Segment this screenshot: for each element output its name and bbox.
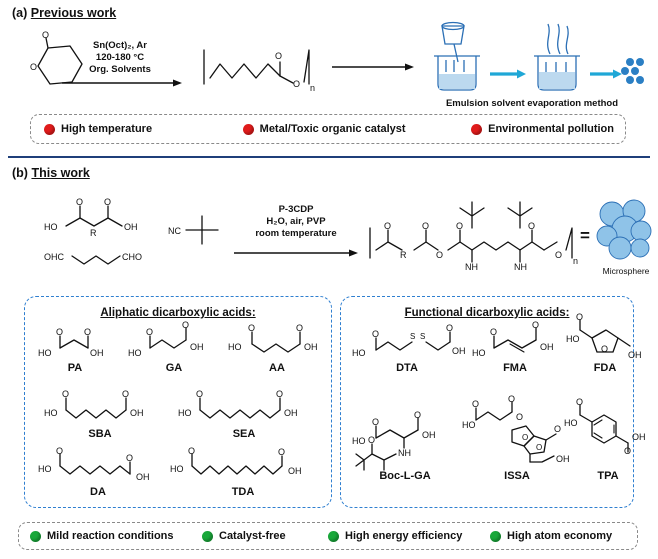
previous-conditions xyxy=(60,40,180,76)
bullet-dot-icon xyxy=(471,124,482,135)
drawback-2 xyxy=(471,123,614,135)
a-o: O xyxy=(576,397,584,407)
structure-fma xyxy=(472,320,558,360)
atom-o-p6: O xyxy=(555,250,563,260)
a-o: O xyxy=(414,410,422,420)
monomer-label-sea: SEA xyxy=(232,428,256,440)
a-ho: HO xyxy=(566,334,580,344)
atom-o-p1: O xyxy=(384,221,392,231)
a-ho: HO xyxy=(170,464,184,474)
previous-condition-0: Sn(Oct)₂, Ar xyxy=(92,40,147,51)
a-ho: HO xyxy=(178,408,192,418)
a-ho: HO xyxy=(228,342,242,352)
emulsion-caption: Emulsion solvent evaporation method xyxy=(445,98,619,109)
a-o: O xyxy=(446,323,454,333)
a-o: O xyxy=(490,327,498,337)
monomer-label-issa: ISSA xyxy=(504,470,530,482)
bullet-dot-icon xyxy=(44,124,55,135)
a-o: O xyxy=(576,312,584,322)
a-o: O xyxy=(56,327,64,337)
atom-o-2: O xyxy=(104,197,112,207)
structure-sba xyxy=(44,389,156,426)
advantage-1 xyxy=(202,530,328,542)
monomer-label-aa: AA xyxy=(269,362,285,374)
a-ho: HO xyxy=(128,348,142,358)
atom-nh-p2: NH xyxy=(514,262,527,272)
a-oh: OH xyxy=(304,342,318,352)
atom-ohc: OHC xyxy=(44,252,64,262)
atom-nh-p1: NH xyxy=(465,262,478,272)
structure-pa xyxy=(36,326,114,360)
bullet-dot-icon xyxy=(243,124,254,135)
monomer-label-pa: PA xyxy=(67,362,83,374)
a-o: O xyxy=(624,446,632,456)
pcl-polymer-structure xyxy=(196,44,326,94)
thiswork-condition-0: P-3CDP xyxy=(278,204,314,215)
reaction-arrow-3 xyxy=(232,248,360,260)
a-ho: HO xyxy=(38,348,52,358)
a-o: O xyxy=(196,389,204,399)
a-o: O xyxy=(472,399,480,409)
a-oh: OH xyxy=(90,348,104,358)
a-ho: HO xyxy=(462,420,476,430)
a-o: O xyxy=(188,446,196,456)
atom-r-group: R xyxy=(90,228,97,238)
microsphere-illustration xyxy=(598,200,654,262)
bullet-dot-icon xyxy=(328,531,339,542)
bullet-dot-icon xyxy=(490,531,501,542)
a-o: O xyxy=(62,389,70,399)
a-o: O xyxy=(276,389,284,399)
advantage-label-0: Mild reaction conditions xyxy=(47,530,174,542)
drawback-label-0: High temperature xyxy=(61,123,153,135)
atom-o-ring: O xyxy=(30,62,38,72)
structure-sea xyxy=(178,389,310,426)
monomer-label-boc-l-ga: Boc-L-GA xyxy=(379,470,431,482)
atom-ho-left: HO xyxy=(44,222,58,232)
a-ho: HO xyxy=(38,464,52,474)
structure-ga xyxy=(128,320,220,360)
atom-o-carbonyl: O xyxy=(42,30,50,40)
a-oh: OH xyxy=(452,346,466,356)
a-oh: OH xyxy=(288,466,302,476)
a-oh: OH xyxy=(632,432,646,442)
structure-fda xyxy=(566,312,644,360)
reaction-arrow-2 xyxy=(330,62,416,74)
atom-o-1: O xyxy=(76,197,84,207)
a-ho: HO xyxy=(564,418,578,428)
drawback-1 xyxy=(243,123,471,135)
advantage-3 xyxy=(490,530,612,542)
atom-o-ester-pcl: O xyxy=(293,79,301,89)
a-oh: OH xyxy=(540,342,554,352)
drawback-label-1: Metal/Toxic organic catalyst xyxy=(259,123,406,135)
thiswork-conditions xyxy=(236,204,356,240)
a-ho: HO xyxy=(352,436,366,446)
functional-group-title: Functional dicarboxylic acids: xyxy=(404,307,570,319)
advantage-label-2: High energy efficiency xyxy=(345,530,463,542)
atom-o-double-pcl: O xyxy=(275,51,283,61)
a-o: O xyxy=(372,417,380,427)
section-divider xyxy=(8,156,650,158)
structure-issa xyxy=(462,394,572,466)
a-o: O xyxy=(84,327,92,337)
isocyanide-reactant xyxy=(168,208,230,248)
atom-r-p: R xyxy=(400,250,407,260)
a-o: O xyxy=(122,389,130,399)
a-ho: HO xyxy=(472,348,486,358)
a-o: O xyxy=(516,412,524,422)
atom-o-p3: O xyxy=(436,250,444,260)
bullet-dot-icon xyxy=(30,531,41,542)
monomer-label-da: DA xyxy=(90,486,106,498)
reaction-arrow-1 xyxy=(60,78,184,90)
a-s: S xyxy=(410,332,416,341)
a-o: O xyxy=(601,344,609,354)
a-o: O xyxy=(536,443,543,452)
atom-n-sub-pcl: n xyxy=(310,83,316,93)
a-oh: OH xyxy=(130,408,144,418)
a-oh: OH xyxy=(284,408,298,418)
atom-nc: NC xyxy=(168,226,181,236)
structure-aa xyxy=(228,323,326,360)
a-s: S xyxy=(420,332,426,341)
section-a-heading: Previous work xyxy=(30,6,117,20)
a-oh: OH xyxy=(136,472,150,482)
monomer-label-fma: FMA xyxy=(503,362,527,374)
thiswork-condition-2: room temperature xyxy=(255,228,337,239)
a-o: O xyxy=(372,329,380,339)
monomer-label-tpa: TPA xyxy=(597,470,619,482)
advantage-0 xyxy=(30,530,202,542)
section-b-tag: (b) xyxy=(12,166,28,180)
drawback-0 xyxy=(44,123,243,135)
atom-n-sub-p: n xyxy=(573,256,579,266)
previous-condition-1: 120-180 °C xyxy=(95,52,145,63)
structure-tda xyxy=(168,446,318,486)
a-o: O xyxy=(508,394,516,404)
emulsion-process-illustration xyxy=(424,22,640,96)
bullet-dot-icon xyxy=(202,531,213,542)
atom-o-p5: O xyxy=(528,221,536,231)
equals-sign: = xyxy=(580,226,590,245)
atom-oh-right: OH xyxy=(124,222,138,232)
section-b-heading: This work xyxy=(31,166,90,180)
a-o: O xyxy=(182,320,190,330)
polymer-product-structure xyxy=(364,196,582,274)
dialdehyde-reactant xyxy=(36,242,156,272)
monomer-label-ga: GA xyxy=(165,362,183,374)
a-o: O xyxy=(522,433,529,442)
structure-tpa xyxy=(564,397,652,456)
monomer-label-fda: FDA xyxy=(593,362,617,374)
a-o: O xyxy=(56,446,64,456)
monomer-label-tda: TDA xyxy=(231,486,255,498)
a-o: O xyxy=(248,323,256,333)
aliphatic-group-title: Aliphatic dicarboxylic acids: xyxy=(100,307,256,319)
structure-dta xyxy=(352,323,466,360)
structure-boc-l-ga xyxy=(352,404,458,464)
a-o: O xyxy=(278,447,286,457)
monomer-label-sba: SBA xyxy=(88,428,112,440)
a-o: O xyxy=(368,435,376,445)
a-oh: OH xyxy=(628,350,642,360)
a-o: O xyxy=(146,327,154,337)
advantage-label-3: High atom economy xyxy=(507,530,613,542)
previous-condition-2: Org. Solvents xyxy=(89,64,151,75)
advantage-2 xyxy=(328,530,490,542)
section-b-title xyxy=(12,166,90,180)
microsphere-caption: Microsphere xyxy=(602,266,650,276)
a-o: O xyxy=(126,453,134,463)
section-a-tag: (a) xyxy=(12,6,28,20)
atom-cho: CHO xyxy=(122,252,142,262)
a-o: O xyxy=(532,320,540,330)
monomer-label-dta: DTA xyxy=(396,362,418,374)
structure-da xyxy=(36,446,160,486)
thiswork-condition-1: H₂O, air, PVP xyxy=(266,216,326,227)
a-nh: NH xyxy=(398,448,411,458)
section-a-title xyxy=(12,6,116,20)
atom-o-p2: O xyxy=(422,221,430,231)
a-oh: OH xyxy=(190,342,204,352)
advantage-label-1: Catalyst-free xyxy=(219,530,286,542)
atom-o-p4: O xyxy=(456,221,464,231)
drawback-label-2: Environmental pollution xyxy=(488,123,614,135)
a-o: O xyxy=(554,424,562,434)
a-o: O xyxy=(296,323,304,333)
a-ho: HO xyxy=(352,348,366,358)
dicarboxylic-acid-reactant xyxy=(36,196,156,238)
a-oh: OH xyxy=(556,454,570,464)
a-oh: OH xyxy=(422,430,436,440)
a-ho: HO xyxy=(44,408,58,418)
